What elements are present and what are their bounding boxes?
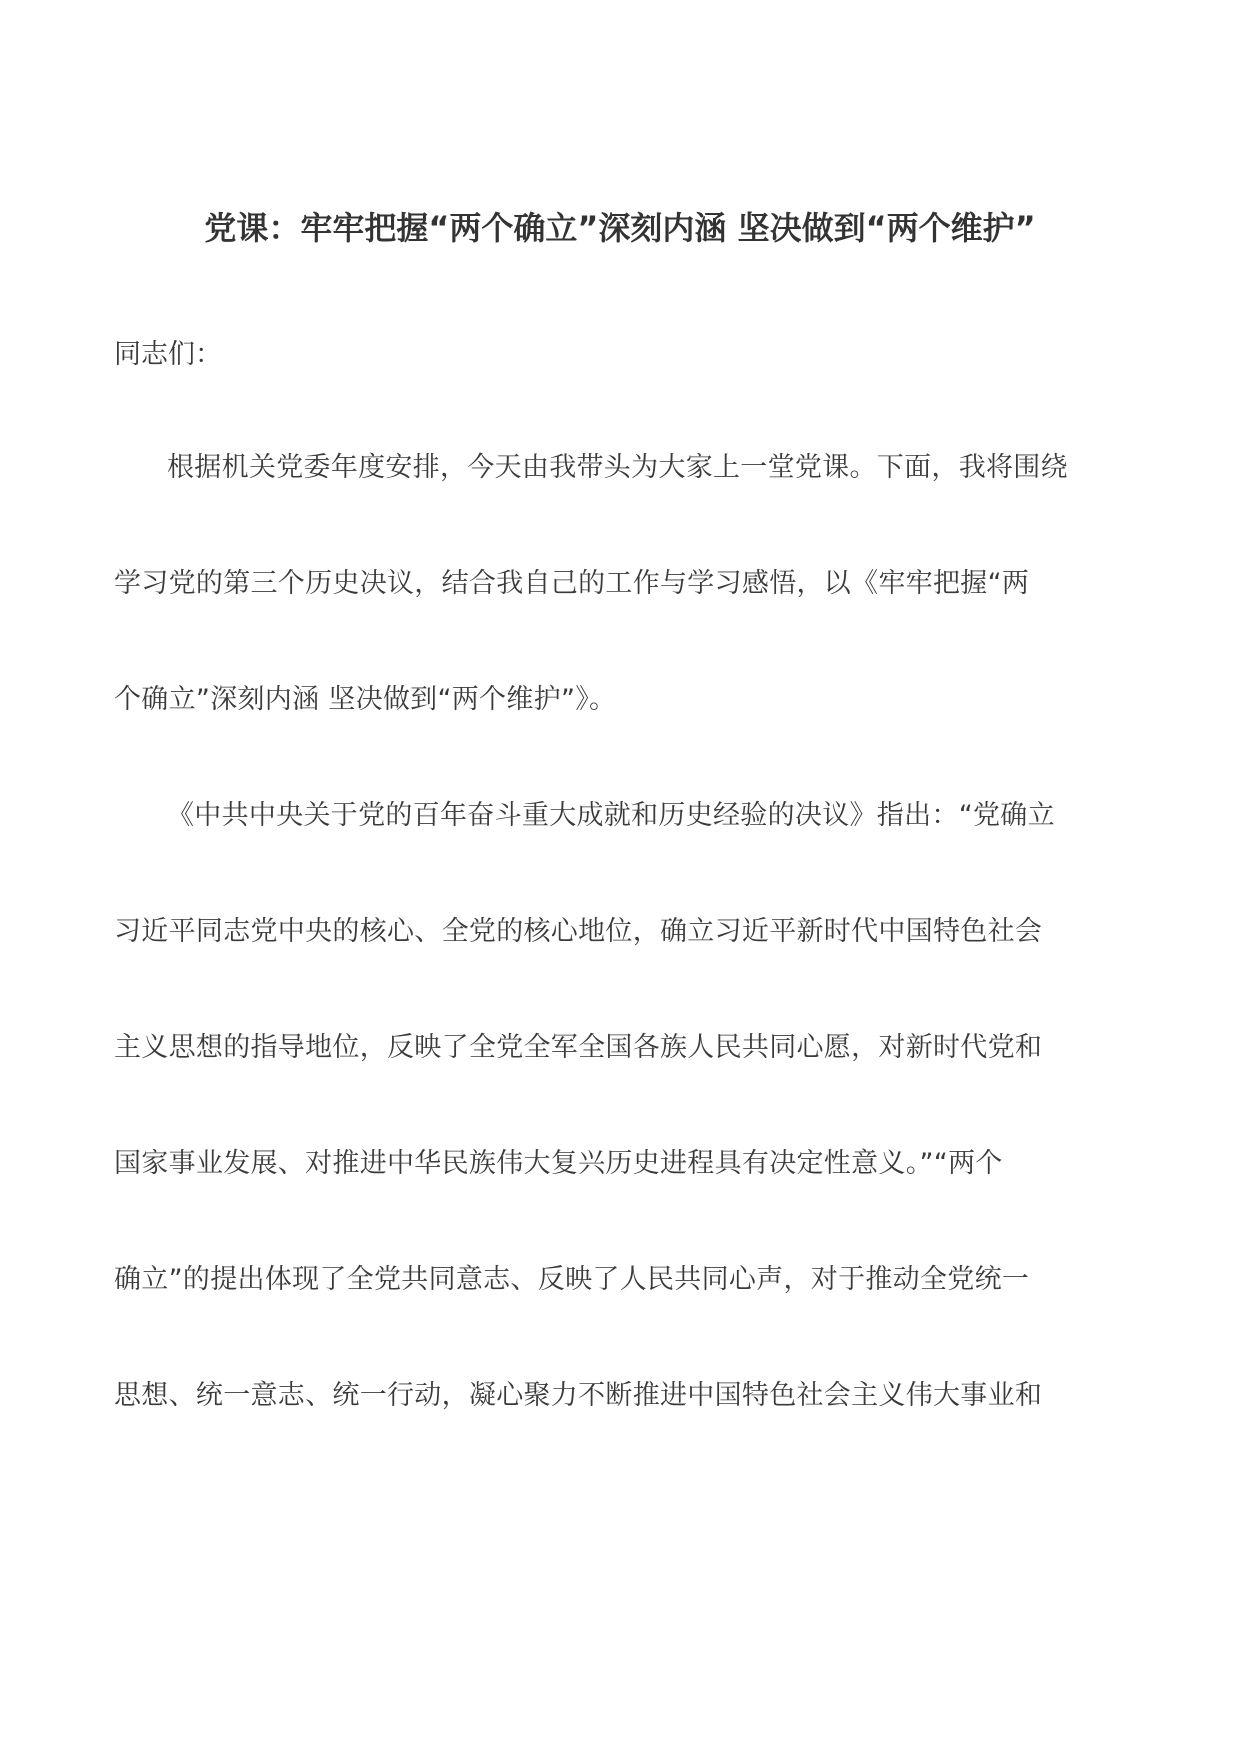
paragraph-line: 主义思想的指导地位，反映了全党全军全国各族人民共同心愿，对新时代党和 — [114, 1032, 1043, 1063]
paragraph-line: 学习党的第三个历史决议，结合我自己的工作与学习感悟，以《牢牢把握“两 — [114, 568, 1030, 599]
salutation: 同志们： — [114, 339, 222, 370]
paragraph-line: 《中共中央关于党的百年奋斗重大成就和历史经验的决议》指出：“党确立 — [167, 800, 1055, 831]
paragraph-line: 习近平同志党中央的核心、全党的核心地位，确立习近平新时代中国特色社会 — [114, 916, 1043, 947]
paragraph-line: 思想、统一意志、统一行动，凝心聚力不断推进中国特色社会主义伟大事业和 — [114, 1380, 1043, 1411]
paragraph-line: 国家事业发展、对推进中华民族伟大复兴历史进程具有决定性意义。”“两个 — [114, 1148, 1003, 1179]
paragraph-line: 个确立”深刻内涵 坚决做到“两个维护”》。 — [114, 684, 617, 715]
document-title: 党课：牢牢把握“两个确立”深刻内涵 坚决做到“两个维护” — [204, 209, 1036, 247]
paragraph-line: 确立”的提出体现了全党共同意志、反映了人民共同心声，对于推动全党统一 — [114, 1264, 1030, 1295]
paragraph-line: 根据机关党委年度安排，今天由我带头为大家上一堂党课。下面，我将围绕 — [167, 452, 1068, 483]
